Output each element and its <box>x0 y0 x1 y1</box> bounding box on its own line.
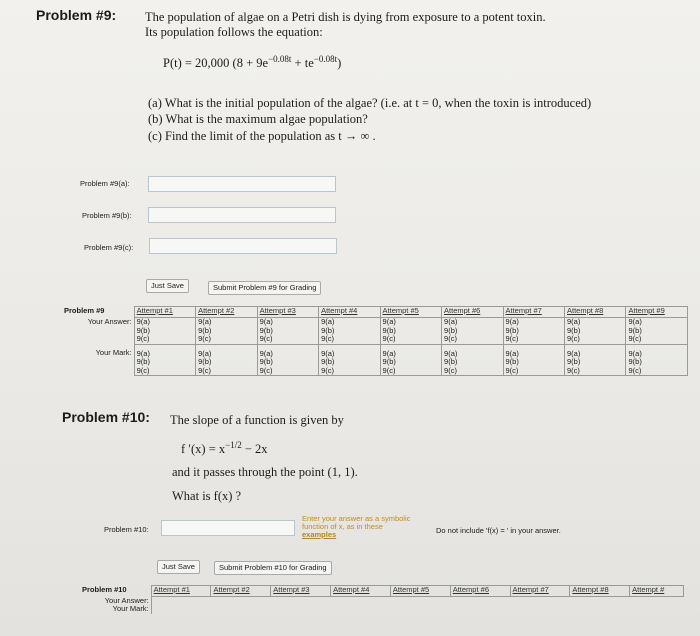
hint-line1: Enter your answer as a symbolic <box>302 514 411 523</box>
mark-cell: 9(a) 9(b) 9(c) <box>134 344 195 376</box>
eq-e1: e <box>262 56 269 71</box>
attempt-header: Attempt #9 <box>626 307 688 318</box>
attempt-cell: 9(a) 9(b) 9(c) <box>134 318 195 345</box>
hint-line2: function of x, as in these <box>302 522 383 531</box>
eq1-exp: −1/2 <box>225 440 242 450</box>
eq-te: te <box>304 56 314 71</box>
attempt-header: Attempt #6 <box>450 586 510 597</box>
eq-plus: + <box>291 56 305 71</box>
attempt-cell: 9(a) 9(b) 9(c) <box>626 318 688 345</box>
question-c: (c) Find the limit of the population as t → ∞ . <box>148 129 376 143</box>
attempt-header: Attempt # <box>630 586 684 597</box>
attempt-header: Attempt #5 <box>380 307 441 318</box>
label-10: Problem #10: <box>104 525 149 534</box>
answer-9a-input[interactable] <box>148 176 336 192</box>
empty-mark-row <box>151 605 683 614</box>
population-equation <box>163 54 341 71</box>
eq1-main: f ′(x) = x <box>181 442 226 457</box>
problem-10-text-line1: The slope of a function is given by <box>170 413 344 427</box>
problem-10-text-line2: and it passes through the point (1, 1). <box>172 465 358 479</box>
problem-9-text-line2: Its population follows the equation: <box>145 25 323 39</box>
your-answer-label: Your Answer: <box>62 318 134 345</box>
submit-9-button[interactable]: Submit Problem #9 for Grading <box>208 281 321 295</box>
mark-cell: 9(a) 9(b) 9(c) <box>319 344 380 376</box>
attempt-header: Attempt #8 <box>570 586 630 597</box>
answer-hint <box>302 515 410 539</box>
attempt-header: Attempt #8 <box>565 307 626 318</box>
mark-cell: 9(a) 9(b) 9(c) <box>442 344 503 376</box>
your-mark-row <box>62 344 688 376</box>
label-9b: Problem #9(b): <box>82 211 132 220</box>
your-mark-label-10: Your Mark: <box>80 605 151 614</box>
problem-9-text-line1: The population of algae on a Petri dish is dying from exposure to a potent toxin. <box>145 10 546 24</box>
eq-close: ) <box>337 56 342 71</box>
attempt-header: Attempt #2 <box>211 586 271 597</box>
attempt-header: Attempt #1 <box>151 586 211 597</box>
eq1-rest: − 2x <box>241 442 268 457</box>
attempt-header: Attempt #3 <box>271 586 331 597</box>
attempt-header: Attempt #4 <box>331 586 391 597</box>
attempt-header: Attempt #4 <box>319 307 380 318</box>
empty-answer-row <box>151 597 683 606</box>
your-answer-label-10: Your Answer: <box>80 597 151 606</box>
mark-cell: 9(a) 9(b) 9(c) <box>196 344 257 376</box>
problem-10-title: Problem #10: <box>62 409 150 425</box>
no-fx-note: Do not include 'f(x) = ' in your answer. <box>436 526 561 535</box>
your-mark-label: Your Mark: <box>62 344 134 376</box>
problem-10-attempts-table <box>80 585 684 614</box>
answer-9b-input[interactable] <box>148 207 336 223</box>
mark-cell: 9(a) 9(b) 9(c) <box>503 344 564 376</box>
mark-cell: 9(a) 9(b) 9(c) <box>565 344 626 376</box>
attempts-corner-10: Problem #10 <box>82 584 127 594</box>
mark-cell: 9(a) 9(b) 9(c) <box>626 344 688 376</box>
attempt-cell: 9(a) 9(b) 9(c) <box>196 318 257 345</box>
your-answer-row <box>62 318 688 345</box>
attempt-header: Attempt #5 <box>390 586 450 597</box>
attempt-header: Attempt #7 <box>510 586 570 597</box>
submit-10-button[interactable]: Submit Problem #10 for Grading <box>214 561 332 575</box>
problem-10-text-line3: What is f(x) ? <box>172 489 242 503</box>
mark-cell: 9(a) 9(b) 9(c) <box>257 344 318 376</box>
mark-cell: 9(a) 9(b) 9(c) <box>380 344 441 376</box>
attempt-header: Attempt #6 <box>442 307 503 318</box>
attempt-header: Attempt #2 <box>196 307 257 318</box>
problem-9-attempts-table <box>62 306 688 376</box>
question-b: (b) What is the maximum algae population? <box>148 112 368 126</box>
attempt-header: Attempt #7 <box>503 307 564 318</box>
just-save-10-button[interactable]: Just Save <box>157 560 200 574</box>
attempt-cell: 9(a) 9(b) 9(c) <box>319 318 380 345</box>
attempts-corner-9: Problem #9 <box>64 305 105 315</box>
attempt-cell: 9(a) 9(b) 9(c) <box>380 318 441 345</box>
eq-exp1: −0.08t <box>268 54 292 64</box>
answer-9c-input[interactable] <box>149 238 337 254</box>
attempt-cell: 9(a) 9(b) 9(c) <box>565 318 626 345</box>
label-9a: Problem #9(a): <box>80 179 130 188</box>
eq-lhs: P(t) = 20,000 (8 + 9 <box>163 56 263 71</box>
just-save-9-button[interactable]: Just Save <box>146 279 189 293</box>
attempt-cell: 9(a) 9(b) 9(c) <box>503 318 564 345</box>
slope-equation <box>181 440 268 457</box>
problem-9-title: Problem #9: <box>36 7 117 23</box>
attempt-header: Attempt #1 <box>134 307 195 318</box>
question-a: (a) What is the initial population of the algae? (i.e. at t = 0, when the toxin is introduced) <box>148 96 592 110</box>
eq-exp2: −0.08t <box>313 54 338 64</box>
examples-link[interactable]: examples <box>302 530 337 539</box>
label-9c: Problem #9(c): <box>84 243 134 252</box>
answer-10-input[interactable] <box>161 520 295 536</box>
attempt-header: Attempt #3 <box>257 307 318 318</box>
attempt-cell: 9(a) 9(b) 9(c) <box>257 318 318 345</box>
attempt-cell: 9(a) 9(b) 9(c) <box>442 318 503 345</box>
